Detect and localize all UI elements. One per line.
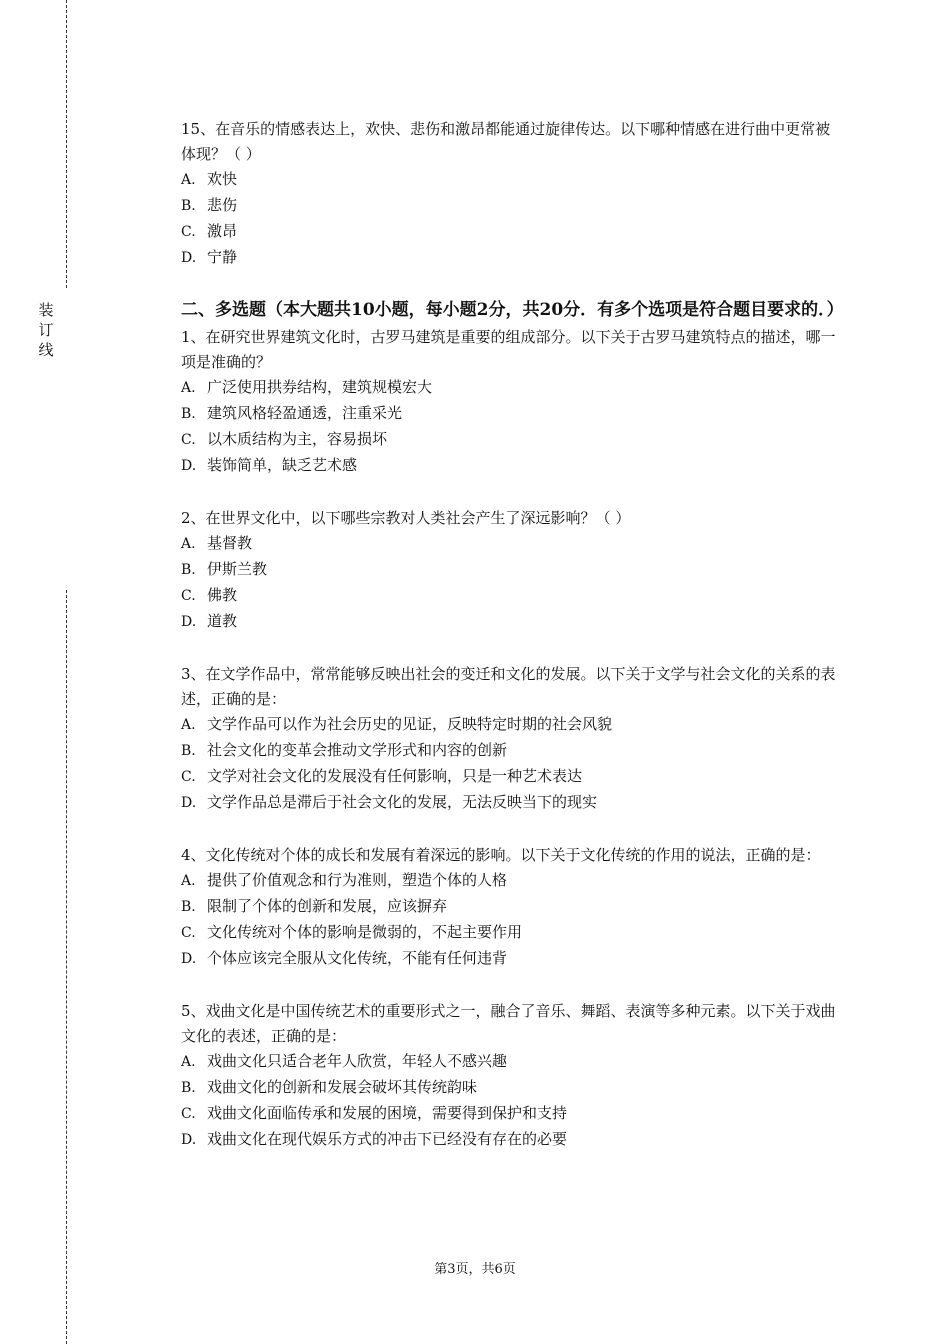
- option-letter: B.: [181, 1080, 196, 1096]
- option-letter: B.: [181, 899, 196, 915]
- option-text: 以木质结构为主，容易损坏: [207, 430, 388, 448]
- option-b: [181, 1075, 841, 1101]
- option-letter: C.: [181, 432, 196, 448]
- option-text: 激昂: [207, 222, 238, 240]
- binding-char: 订: [38, 321, 54, 339]
- binding-label: [36, 300, 56, 360]
- binding-line-bottom: [66, 590, 67, 1344]
- option-d: [181, 946, 841, 972]
- option-a: [181, 712, 841, 738]
- binding-char: 装: [38, 301, 54, 319]
- option-text: 广泛使用拱券结构，建筑规模宏大: [207, 378, 433, 396]
- question-1: [181, 325, 841, 479]
- option-c: [181, 427, 841, 453]
- option-text: 悲伤: [207, 196, 238, 214]
- option-text: 道教: [207, 612, 238, 630]
- question-4: [181, 843, 841, 972]
- question-stem: 2、在世界文化中，以下哪些宗教对人类社会产生了深远影响？（ ）: [181, 509, 631, 527]
- option-d: [181, 790, 841, 816]
- question-stem: 15、在音乐的情感表达上，欢快、悲伤和激昂都能通过旋律传达。以下哪种情感在进行曲中更常被体现？（ ）: [181, 120, 831, 163]
- option-text: 戏曲文化在现代娱乐方式的冲击下已经没有存在的必要: [207, 1130, 568, 1148]
- option-letter: C.: [181, 925, 196, 941]
- option-text: 伊斯兰教: [207, 560, 268, 578]
- option-letter: C.: [181, 588, 196, 604]
- option-c: [181, 920, 841, 946]
- question-3: [181, 662, 841, 816]
- option-text: 个体应该完全服从文化传统，不能有任何违背: [207, 949, 508, 967]
- option-letter: A.: [181, 536, 196, 552]
- option-text: 限制了个体的创新和发展，应该摒弃: [207, 897, 448, 915]
- option-letter: D.: [181, 1132, 197, 1148]
- option-letter: B.: [181, 198, 196, 214]
- option-letter: D.: [181, 795, 197, 811]
- option-text: 佛教: [207, 586, 238, 604]
- option-c: [181, 764, 841, 790]
- option-c: [181, 583, 841, 609]
- option-text: 装饰简单，缺乏艺术感: [207, 456, 358, 474]
- option-letter: A.: [181, 172, 196, 188]
- option-text: 社会文化的变革会推动文学形式和内容的创新: [207, 741, 508, 759]
- option-a: [181, 1049, 841, 1075]
- question-2: [181, 506, 841, 635]
- option-text: 文化传统对个体的影响是微弱的，不起主要作用: [207, 923, 523, 941]
- option-d: [181, 453, 841, 479]
- question-stem: 1、在研究世界建筑文化时，古罗马建筑是重要的组成部分。以下关于古罗马建筑特点的描述，哪一项是准确的？: [181, 328, 836, 371]
- option-letter: D.: [181, 614, 197, 630]
- option-letter: D.: [181, 458, 197, 474]
- option-a: [181, 868, 841, 894]
- section-title: 二、多选题（本大题共10小题，每小题2分，共20分．有多个选项是符合题目要求的．）: [181, 300, 844, 320]
- option-text: 宁静: [207, 248, 238, 266]
- option-b: [181, 738, 841, 764]
- option-text: 欢快: [207, 170, 238, 188]
- binding-line-top: [66, 0, 67, 288]
- option-letter: C.: [181, 769, 196, 785]
- option-b: [181, 894, 841, 920]
- option-letter: B.: [181, 562, 196, 578]
- page-footer: 第3页，共6页: [434, 1262, 516, 1277]
- page-content: [181, 117, 844, 1180]
- option-text: 戏曲文化只适合老年人欣赏，年轻人不感兴趣: [207, 1052, 508, 1070]
- option-c: [181, 1101, 841, 1127]
- option-text: 戏曲文化的创新和发展会破坏其传统韵味: [207, 1078, 478, 1096]
- option-d: [181, 1127, 841, 1153]
- option-c: [181, 219, 841, 245]
- binding-char: 线: [38, 341, 54, 359]
- option-text: 戏曲文化面临传承和发展的困境，需要得到保护和支持: [207, 1104, 568, 1122]
- option-a: [181, 167, 841, 193]
- option-letter: B.: [181, 743, 196, 759]
- option-letter: C.: [181, 1106, 196, 1122]
- option-text: 文学作品总是滞后于社会文化的发展，无法反映当下的现实: [207, 793, 598, 811]
- option-text: 提供了价值观念和行为准则，塑造个体的人格: [207, 871, 508, 889]
- option-text: 建筑风格轻盈通透，注重采光: [207, 404, 403, 422]
- option-letter: A.: [181, 380, 196, 396]
- option-letter: D.: [181, 250, 197, 266]
- option-a: [181, 531, 841, 557]
- option-letter: D.: [181, 951, 197, 967]
- option-letter: C.: [181, 224, 196, 240]
- question-15: [181, 117, 841, 271]
- option-text: 文学对社会文化的发展没有任何影响，只是一种艺术表达: [207, 767, 583, 785]
- option-a: [181, 375, 841, 401]
- option-d: [181, 245, 841, 271]
- option-letter: A.: [181, 873, 196, 889]
- option-text: 基督教: [207, 534, 253, 552]
- question-stem: 3、在文学作品中，常常能够反映出社会的变迁和文化的发展。以下关于文学与社会文化的关系的表述，正确的是：: [181, 665, 836, 708]
- option-letter: A.: [181, 717, 196, 733]
- question-stem: 4、文化传统对个体的成长和发展有着深远的影响。以下关于文化传统的作用的说法，正确的是：: [181, 846, 821, 864]
- option-letter: A.: [181, 1054, 196, 1070]
- option-b: [181, 401, 841, 427]
- option-letter: B.: [181, 406, 196, 422]
- option-d: [181, 609, 841, 635]
- option-b: [181, 193, 841, 219]
- option-b: [181, 557, 841, 583]
- option-text: 文学作品可以作为社会历史的见证，反映特定时期的社会风貌: [207, 715, 613, 733]
- question-stem: 5、戏曲文化是中国传统艺术的重要形式之一，融合了音乐、舞蹈、表演等多种元素。以下关于戏曲文化的表述，正确的是：: [181, 1002, 836, 1045]
- question-5: [181, 999, 841, 1153]
